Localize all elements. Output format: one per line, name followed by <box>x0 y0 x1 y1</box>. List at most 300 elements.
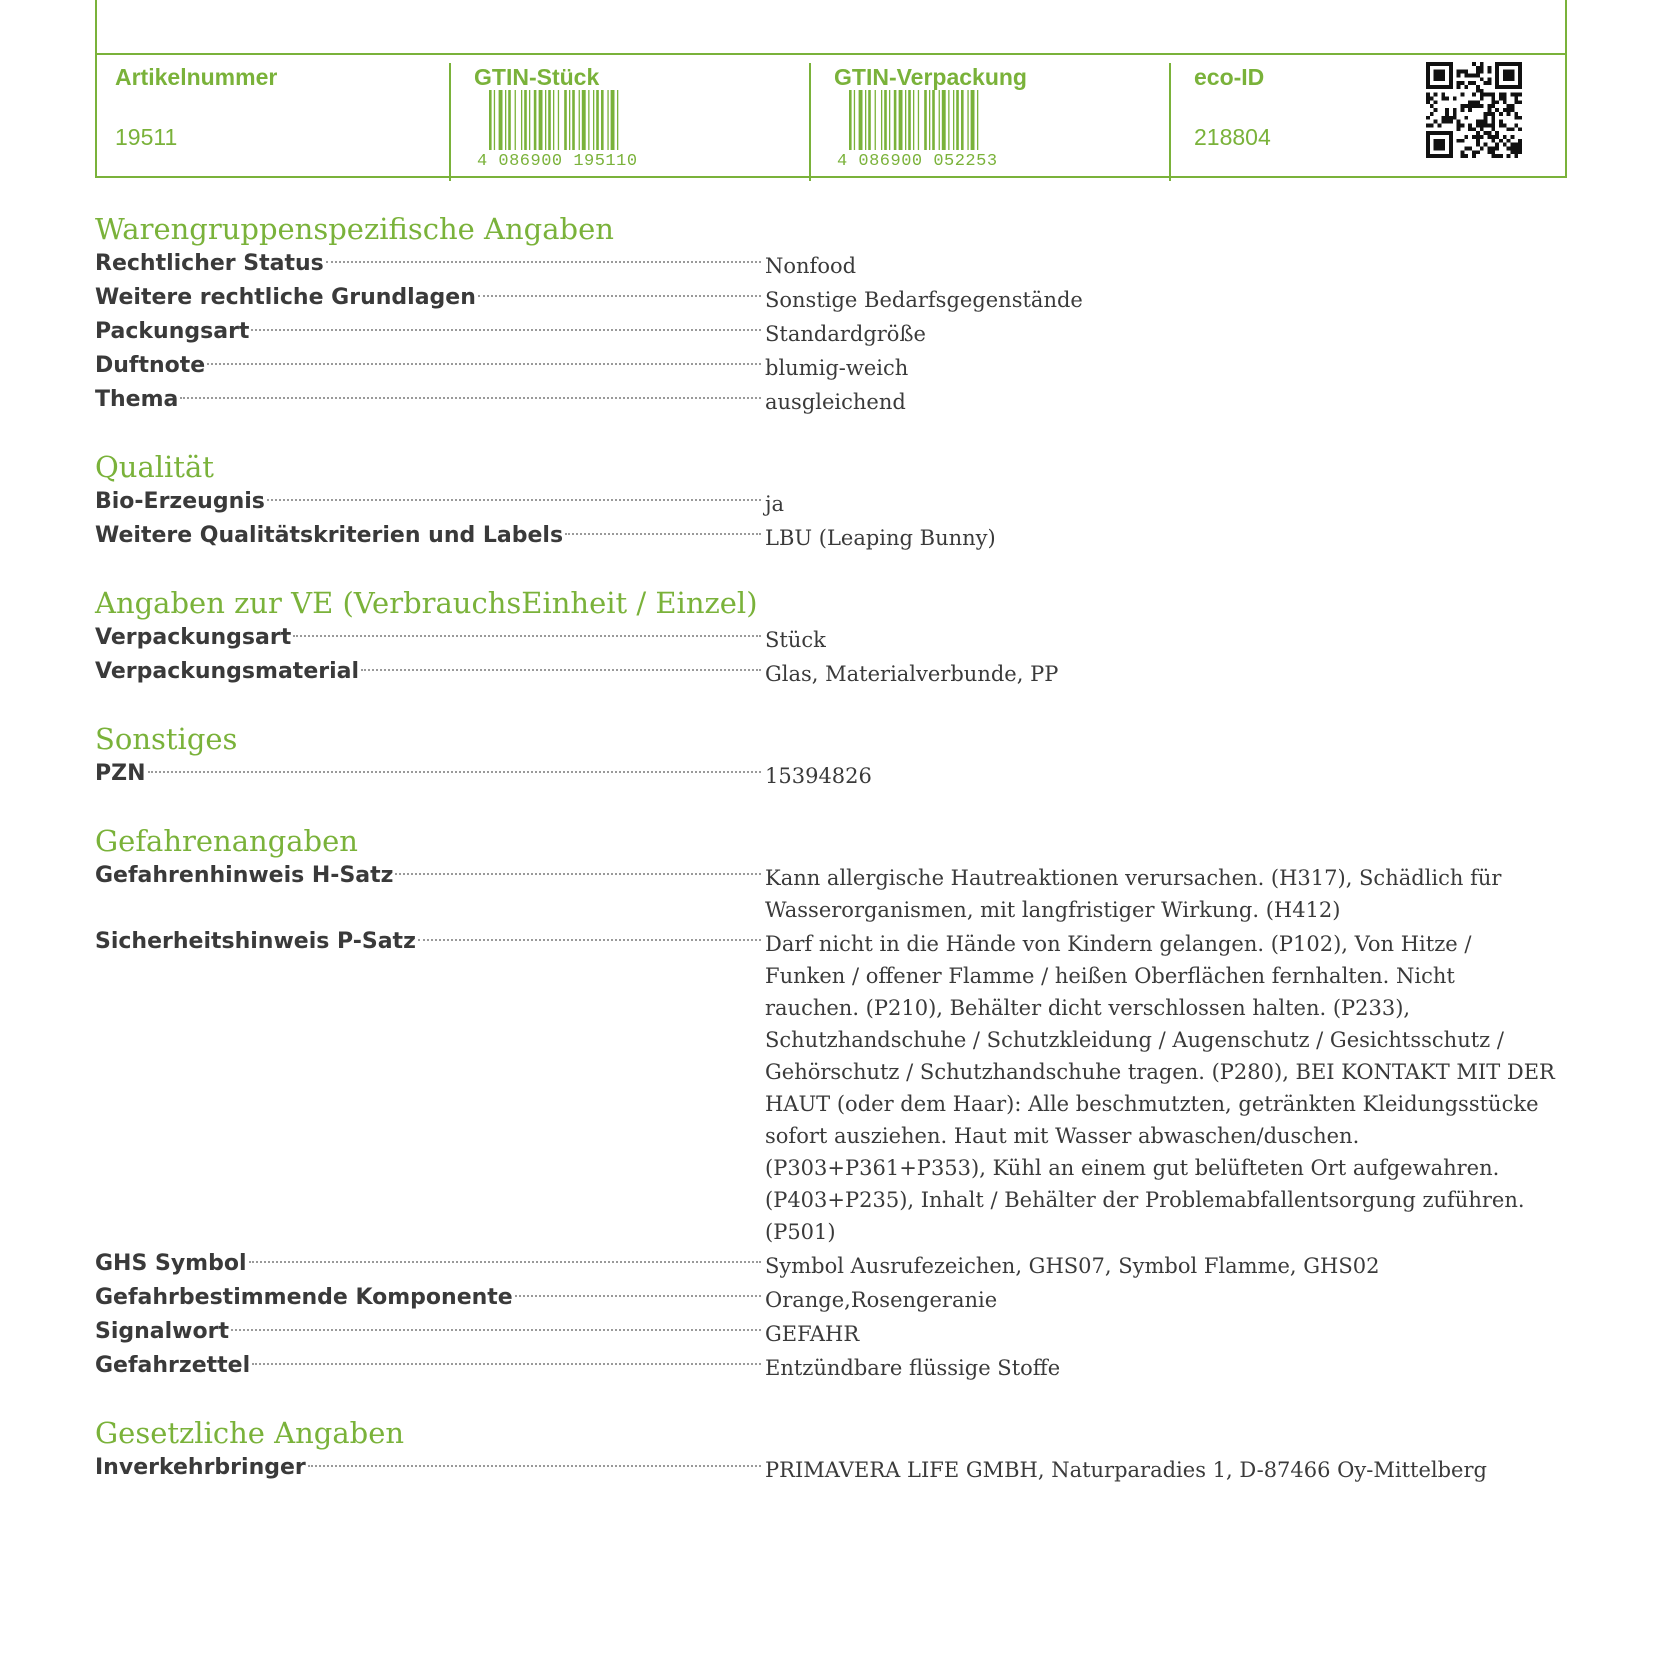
qr-module <box>1461 104 1465 108</box>
dot-leader <box>148 771 762 773</box>
qr-module <box>1518 100 1522 104</box>
qr-module <box>1468 100 1472 104</box>
qr-module <box>1484 143 1488 147</box>
qr-module <box>1476 150 1480 154</box>
row-label-wrap <box>95 1350 765 1382</box>
data-row <box>95 1282 1555 1316</box>
qr-module <box>1484 123 1488 127</box>
qr-module <box>1487 131 1491 135</box>
qr-module <box>1472 104 1476 108</box>
qr-module <box>1491 127 1495 131</box>
qr-module <box>1499 154 1503 158</box>
qr-module <box>1480 120 1484 124</box>
qr-module <box>1499 97 1503 101</box>
qr-module <box>1510 93 1514 97</box>
qr-module <box>1434 93 1438 97</box>
section-title: Qualität <box>95 450 214 484</box>
row-value: blumig-weich <box>765 356 909 380</box>
qr-module <box>1441 116 1445 120</box>
qr-module <box>1430 123 1434 127</box>
qr-module <box>1480 127 1484 131</box>
qr-module <box>1487 104 1491 108</box>
qr-module <box>1472 62 1476 66</box>
barcode-bar <box>579 90 580 150</box>
qr-module <box>1491 104 1495 108</box>
qr-code-icon <box>1426 62 1522 158</box>
qr-module <box>1503 93 1507 97</box>
data-row <box>95 282 1555 316</box>
barcode-bar <box>939 90 940 150</box>
row-label-wrap <box>95 486 765 518</box>
qr-module <box>1453 112 1457 116</box>
barcode-bar <box>515 90 516 150</box>
qr-module <box>1464 116 1468 120</box>
qr-module <box>1468 108 1472 112</box>
barcode-bar <box>859 90 863 150</box>
qr-module <box>1445 116 1449 120</box>
data-row <box>95 486 1555 520</box>
qr-module <box>1468 74 1472 78</box>
eco-id-label: eco-ID <box>1194 64 1265 90</box>
barcode-bar <box>558 90 559 150</box>
qr-module <box>1457 120 1461 124</box>
barcode-bar <box>534 90 537 150</box>
barcode-bar <box>948 90 949 150</box>
barcode-bar <box>961 90 964 150</box>
qr-module <box>1487 81 1491 85</box>
qr-module <box>1507 154 1511 158</box>
dot-leader <box>565 533 761 535</box>
barcode-bar <box>601 90 604 150</box>
row-label: Packungsart <box>95 319 250 344</box>
barcode-bar <box>868 90 871 150</box>
qr-module <box>1499 120 1503 124</box>
qr-module <box>1487 146 1491 150</box>
barcode-bar <box>539 90 543 150</box>
row-value: GEFAHR <box>765 1322 860 1346</box>
data-row <box>95 656 1555 690</box>
row-label-wrap <box>95 1248 765 1280</box>
row-label: Weitere rechtliche Grundlagen <box>95 285 476 310</box>
row-label-wrap <box>95 1316 765 1348</box>
row-value: Darf nicht in die Hände von Kindern gelangen. (P102), Von Hitze / Funken / offener Flamme / heißen Oberflächen fernhalten. Nicht rauchen. (P210), Behälter dicht verschlossen halten. (P233), Schutzhandschuhe / Schutzkleidung / Augenschutz / Gesichtsschutz / Gehörschutz / Schutzhandschuhe tragen. (P280), BEI KONTAKT MIT DER HAUT (oder dem Haar): Alle beschmutzten, getränkten Kleidungsstücke sofort ausziehen. Haut mit Wasser abwaschen/duschen. (P303+P361+P353), Kühl an einem gut belüfteten Ort aufgewahren. (P403+P235), Inhalt / Behälter der Problemabfallentsorgung zuführen. (P501) <box>765 932 1555 1244</box>
row-value: ja <box>765 492 785 516</box>
row-label: Gefahrenhinweis H-Satz <box>95 863 394 888</box>
qr-finder <box>1434 139 1446 151</box>
qr-module <box>1491 93 1495 97</box>
barcode-bar <box>924 90 927 150</box>
qr-module <box>1480 135 1484 139</box>
qr-module <box>1514 116 1518 120</box>
barcode-bar <box>913 90 914 150</box>
qr-module <box>1491 135 1495 139</box>
qr-module <box>1441 97 1445 101</box>
qr-module <box>1472 127 1476 131</box>
gtin-stueck-barcode <box>489 90 669 150</box>
qr-module <box>1464 70 1468 74</box>
qr-module <box>1491 112 1495 116</box>
section-title: Gesetzliche Angaben <box>95 1416 405 1450</box>
barcode-bar <box>849 90 852 150</box>
dot-leader <box>308 1465 761 1467</box>
row-label: Rechtlicher Status <box>95 251 324 276</box>
section-qualitaet <box>95 448 1555 554</box>
barcode-bar <box>494 90 495 150</box>
gtin-stueck-number: 4 086900 195110 <box>477 152 638 171</box>
row-label-wrap <box>95 860 765 892</box>
section-title: Sonstiges <box>95 722 238 756</box>
qr-module <box>1472 150 1476 154</box>
barcode-bar <box>956 90 959 150</box>
dot-leader <box>326 261 761 263</box>
section-title: Gefahrenangaben <box>95 824 358 858</box>
qr-module <box>1495 154 1499 158</box>
qr-module <box>1476 131 1480 135</box>
row-value: ausgleichend <box>765 390 906 414</box>
qr-module <box>1461 108 1465 112</box>
qr-module <box>1503 123 1507 127</box>
qr-module <box>1464 146 1468 150</box>
qr-module <box>1487 112 1491 116</box>
qr-module <box>1487 123 1491 127</box>
data-row <box>95 384 1555 418</box>
barcode-bar <box>971 90 975 150</box>
qr-module <box>1430 97 1434 101</box>
dot-leader <box>252 1363 761 1365</box>
dot-leader <box>478 295 761 297</box>
qr-module <box>1461 154 1465 158</box>
qr-module <box>1472 81 1476 85</box>
qr-module <box>1476 100 1480 104</box>
barcode-bar <box>875 90 876 150</box>
dot-leader <box>293 635 761 637</box>
qr-module <box>1487 93 1491 97</box>
qr-module <box>1476 143 1480 147</box>
barcode-bar <box>572 90 575 150</box>
data-row <box>95 926 1555 1248</box>
qr-module <box>1499 139 1503 143</box>
qr-module <box>1503 135 1507 139</box>
row-label-wrap <box>95 926 765 958</box>
qr-module <box>1461 123 1465 127</box>
barcode-bar <box>489 90 492 150</box>
qr-module <box>1480 123 1484 127</box>
qr-module <box>1518 116 1522 120</box>
barcode-bar <box>607 90 608 150</box>
qr-module <box>1464 104 1468 108</box>
qr-module <box>1503 97 1507 101</box>
qr-module <box>1495 131 1499 135</box>
barcode-bar <box>553 90 554 150</box>
data-row <box>95 1248 1555 1282</box>
barcode-bar <box>617 90 618 150</box>
gtin-verpackung-number: 4 086900 052253 <box>837 152 998 171</box>
qr-module <box>1434 100 1438 104</box>
data-row <box>95 860 1555 926</box>
qr-module <box>1499 112 1503 116</box>
qr-module <box>1464 135 1468 139</box>
cell-separator <box>1169 63 1171 181</box>
qr-module <box>1480 146 1484 150</box>
row-label-wrap <box>95 656 765 688</box>
section-ve <box>95 584 1555 690</box>
qr-module <box>1476 74 1480 78</box>
gtin-stueck-cell <box>449 55 809 174</box>
dot-leader <box>231 1329 761 1331</box>
dot-leader <box>180 397 761 399</box>
barcode-bar <box>881 90 882 150</box>
qr-module <box>1514 146 1518 150</box>
barcode-bar <box>611 90 615 150</box>
qr-module <box>1453 97 1457 101</box>
product-data-sheet <box>95 210 1555 1516</box>
qr-module <box>1472 74 1476 78</box>
barcode-bar <box>508 90 511 150</box>
qr-module <box>1480 77 1484 81</box>
row-value: Standardgröße <box>765 322 926 346</box>
qr-module <box>1476 89 1480 93</box>
qr-module <box>1426 97 1430 101</box>
qr-module <box>1453 116 1457 120</box>
qr-module <box>1491 139 1495 143</box>
qr-module <box>1507 104 1511 108</box>
barcode-bar <box>569 90 570 150</box>
row-label-wrap <box>95 384 765 416</box>
qr-module <box>1426 100 1430 104</box>
qr-module <box>1426 116 1430 120</box>
cell-separator <box>449 63 451 181</box>
artikelnummer-cell <box>97 55 447 174</box>
barcode-bar <box>564 90 567 150</box>
gtin-verpackung-label: GTIN-Verpackung <box>834 64 1027 90</box>
qr-module <box>1472 135 1476 139</box>
qr-module <box>1510 143 1514 147</box>
row-value: 15394826 <box>765 764 872 788</box>
qr-module <box>1495 100 1499 104</box>
section-warengruppe <box>95 210 1555 418</box>
qr-module <box>1487 108 1491 112</box>
barcode-bar <box>905 90 906 150</box>
qr-module <box>1476 85 1480 89</box>
qr-module <box>1434 120 1438 124</box>
qr-module <box>1507 146 1511 150</box>
qr-module <box>1484 131 1488 135</box>
barcode-bar <box>918 90 919 150</box>
row-label: Weitere Qualitätskriterien und Labels <box>95 523 564 548</box>
row-label-wrap <box>95 350 765 382</box>
qr-module <box>1487 135 1491 139</box>
qr-module <box>1464 154 1468 158</box>
row-value: Entzündbare flüssige Stoffe <box>765 1356 1061 1380</box>
qr-module <box>1480 104 1484 108</box>
qr-module <box>1487 66 1491 70</box>
qr-module <box>1514 143 1518 147</box>
qr-module <box>1484 116 1488 120</box>
dot-leader <box>515 1295 761 1297</box>
row-label-wrap <box>95 282 765 314</box>
barcode-bar <box>593 90 594 150</box>
row-label: Duftnote <box>95 353 206 378</box>
qr-module <box>1518 127 1522 131</box>
row-value: LBU (Leaping Bunny) <box>765 526 996 550</box>
barcode-bar <box>929 90 930 150</box>
row-label: Gefahrbestimmende Komponente <box>95 1285 513 1310</box>
section-gefahren <box>95 822 1555 1384</box>
qr-module <box>1510 108 1514 112</box>
qr-finder <box>1503 70 1515 82</box>
row-label: PZN <box>95 761 146 786</box>
qr-module <box>1449 120 1453 124</box>
qr-module <box>1495 108 1499 112</box>
qr-module <box>1457 81 1461 85</box>
barcode-bar <box>596 90 599 150</box>
qr-module <box>1484 112 1488 116</box>
qr-module <box>1457 127 1461 131</box>
cell-separator <box>809 63 811 181</box>
qr-module <box>1457 139 1461 143</box>
qr-module <box>1495 146 1499 150</box>
data-row <box>95 248 1555 282</box>
qr-module <box>1510 104 1514 108</box>
section-sonstiges <box>95 720 1555 792</box>
qr-module <box>1491 123 1495 127</box>
row-label: Verpackungsmaterial <box>95 659 360 684</box>
qr-module <box>1510 135 1514 139</box>
qr-module <box>1461 139 1465 143</box>
data-row <box>95 1350 1555 1384</box>
row-value: Stück <box>765 628 826 652</box>
qr-module <box>1464 74 1468 78</box>
qr-module <box>1441 93 1445 97</box>
qr-module <box>1518 143 1522 147</box>
qr-module <box>1457 74 1461 78</box>
qr-module <box>1495 135 1499 139</box>
qr-module <box>1491 154 1495 158</box>
qr-module <box>1514 100 1518 104</box>
qr-module <box>1476 123 1480 127</box>
barcode-bar <box>884 90 887 150</box>
qr-module <box>1507 139 1511 143</box>
data-row <box>95 1452 1555 1486</box>
barcode-bar <box>588 90 589 150</box>
row-label-wrap <box>95 758 765 790</box>
dot-leader <box>249 1261 762 1263</box>
qr-module <box>1491 120 1495 124</box>
barcode-bar <box>524 90 527 150</box>
qr-module <box>1445 97 1449 101</box>
row-label: Signalwort <box>95 1319 229 1344</box>
barcode-bar <box>894 90 897 150</box>
qr-module <box>1514 93 1518 97</box>
qr-module <box>1480 93 1484 97</box>
row-value: Kann allergische Hautreaktionen verursachen. (H317), Schädlich für Wasserorganismen, mit langfristiger Wirkung. (H412) <box>765 866 1502 922</box>
barcode-bar <box>854 90 855 150</box>
qr-module <box>1480 70 1484 74</box>
qr-module <box>1514 112 1518 116</box>
qr-module <box>1453 108 1457 112</box>
data-row <box>95 520 1555 554</box>
row-label-wrap <box>95 316 765 348</box>
row-label-wrap <box>95 1282 765 1314</box>
section-title: Warengruppenspezifische Angaben <box>95 212 614 246</box>
gtin-verpackung-cell <box>809 55 1169 174</box>
qr-module <box>1514 123 1518 127</box>
row-value: Orange,Rosengeranie <box>765 1288 998 1312</box>
row-value: Symbol Ausrufezeichen, GHS07, Symbol Flamme, GHS02 <box>765 1254 1380 1278</box>
qr-module <box>1476 66 1480 70</box>
section-title: Angaben zur VE (VerbrauchsEinheit / Einzel) <box>95 586 758 620</box>
row-label: Inverkehrbringer <box>95 1455 306 1480</box>
qr-module <box>1468 146 1472 150</box>
qr-module <box>1499 123 1503 127</box>
barcode-bar <box>545 90 546 150</box>
row-label-wrap <box>95 1452 765 1484</box>
barcode-bar <box>582 90 586 150</box>
qr-module <box>1438 123 1442 127</box>
qr-module <box>1457 123 1461 127</box>
gtin-stueck-label: GTIN-Stück <box>474 64 600 90</box>
qr-module <box>1426 123 1430 127</box>
qr-module <box>1507 112 1511 116</box>
barcode-bar <box>521 90 522 150</box>
qr-module <box>1476 139 1480 143</box>
qr-module <box>1510 150 1514 154</box>
row-label: Gefahrzettel <box>95 1353 251 1378</box>
row-label: Bio-Erzeugnis <box>95 489 265 514</box>
qr-module <box>1476 135 1480 139</box>
qr-module <box>1434 108 1438 112</box>
qr-module <box>1484 81 1488 85</box>
dot-leader <box>418 939 761 941</box>
data-row <box>95 350 1555 384</box>
qr-module <box>1461 70 1465 74</box>
barcode-bar <box>967 90 968 150</box>
barcode-bar <box>865 90 866 150</box>
dot-leader <box>267 499 761 501</box>
qr-module <box>1518 93 1522 97</box>
qr-module <box>1507 127 1511 131</box>
qr-module <box>1514 97 1518 101</box>
section-gesetzlich <box>95 1414 1555 1486</box>
qr-module <box>1457 70 1461 74</box>
qr-module <box>1441 120 1445 124</box>
qr-module <box>1445 120 1449 124</box>
qr-module <box>1484 93 1488 97</box>
barcode-bar <box>499 90 503 150</box>
qr-module <box>1503 143 1507 147</box>
eco-id-value: 218804 <box>1194 124 1271 150</box>
qr-module <box>1461 150 1465 154</box>
qr-module <box>1491 116 1495 120</box>
qr-module <box>1468 123 1472 127</box>
qr-module <box>1518 150 1522 154</box>
row-label: Sicherheitshinweis P-Satz <box>95 929 416 954</box>
qr-module <box>1491 150 1495 154</box>
qr-module <box>1449 116 1453 120</box>
dot-leader <box>361 669 761 671</box>
artikelnummer-label: Artikelnummer <box>115 64 278 90</box>
barcode-bar <box>908 90 911 150</box>
qr-module <box>1518 146 1522 150</box>
qr-module <box>1503 108 1507 112</box>
qr-module <box>1503 100 1507 104</box>
dot-leader <box>251 329 761 331</box>
qr-module <box>1472 93 1476 97</box>
barcode-bar <box>953 90 954 150</box>
data-row <box>95 622 1555 656</box>
artikelnummer-value: 19511 <box>115 124 178 150</box>
qr-finder <box>1434 70 1446 82</box>
